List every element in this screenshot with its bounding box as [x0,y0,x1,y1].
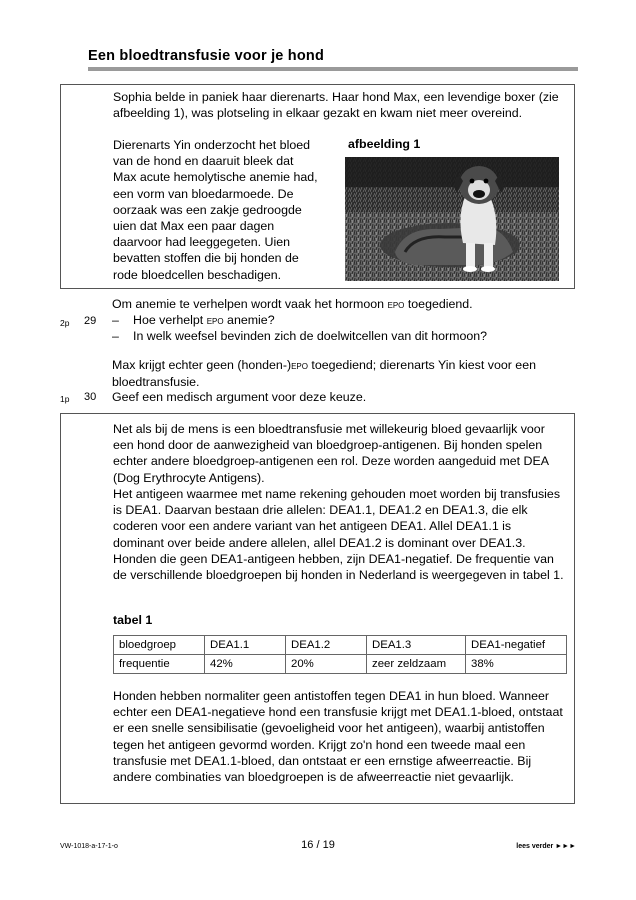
q29-points: 2p [60,318,70,328]
q30-number: 30 [84,391,97,403]
info-paragraph-1: Net als bij de mens is een bloedtransfusie met willekeurig bloed gevaarlijk voor een hond door de aanwezigheid van bloedgroep-antigenen. Bij honden spelen echter andere bloedgroep-antigenen een rol. Deze worden aangeduid met DEA (Dog Erythrocyte Antigens). [113,422,549,485]
q29-item-2: – In welk weefsel bevinden zich de doelwitcellen van dit hormoon? [112,329,488,343]
intro-box [60,84,575,289]
table-cell: 38% [466,655,567,674]
intro-paragraph-2: Dierenarts Yin onderzocht het bloed van de hond en daaruit bleek dat Max acute hemolytische anemie had, een vorm van bloedarmoede. De oorzaak was een zakje gedroogde uien dat Max een paar dagen daarvoor had leeggegeten. Uien bevatten stoffen die bij honden de rode bloedcellen beschadigen. [113,138,318,282]
table-title: tabel 1 [113,613,153,627]
page-title: Een bloedtransfusie voor je hond [88,48,325,64]
exam-code: VW-1018-a-17-1-o [60,843,118,850]
info-paragraph-3: Honden hebben normaliter geen antistoffen tegen DEA1 in hun bloed. Wanneer echter een DEA1-negatieve hond een transfusie krijgt met DEA1.1-bloed, ontstaat er een snelle sensibilisatie (gevoeligheid voor het antigeen), waarbij antistoffen tegen het antigeen gevormd worden. Krijgt zo'n hond een tweede maal een transfusie met DEA1.1-bloed, dan ontstaat er een ernstige afweerreactie. Bij andere combinaties van bloedgroepen is de afweerreactie niet gevaarlijk. [113,689,563,785]
table-cell: zeer zeldzaam [367,655,466,674]
q29-intro: Om anemie te verhelpen wordt vaak het hormoon epo toegediend. [112,297,473,311]
next-page-indicator: lees verder ►►► [516,843,576,850]
q30-question: Geef een medisch argument voor deze keuze. [112,390,367,404]
intro-paragraph-1: Sophia belde in paniek haar dierenarts. Haar hond Max, een levendige boxer (zie afbeelding 1), was plotseling in elkaar gezakt en kwam niet meer overeind. [113,90,559,121]
info-paragraph-2: Het antigeen waarmee met name rekening gehouden moet worden bij transfusies is DEA1. Daarvan bestaan drie allelen: DEA1.1, DEA1.2 en DEA1.3, die elk coderen voor een andere variant van het antigeen DEA1. Allel DEA1.1 is dominant over beide andere allelen, allel DEA1.2 is dominant over DEA1.3. Honden die geen DEA1-antigeen hebben, zijn DEA1-negatief. De frequentie van de verschillende bloedgroepen bij honden in Nederland is weergegeven in tabel 1. [113,487,564,583]
table-cell: DEA1.3 [367,636,466,655]
q30-points: 1p [60,394,70,404]
q29-number: 29 [84,315,97,327]
boxer-dog-photo [345,157,559,281]
table-cell: DEA1-negatief [466,636,567,655]
q30-intro: Max krijgt echter geen (honden-)epo toegediend; dierenarts Yin kiest voor een bloedtransfusie. [112,358,536,390]
table-row [114,655,567,674]
table-cell: frequentie [114,655,205,674]
info-box [60,413,575,804]
table-cell: 20% [286,655,367,674]
image-caption: afbeelding 1 [348,137,421,151]
page-number: 16 / 19 [301,839,335,851]
table-row [114,636,567,655]
table-cell: bloedgroep [114,636,205,655]
q29-item-1: – Hoe verhelpt epo anemie? [112,313,275,327]
table-cell: 42% [205,655,286,674]
title-rule [88,67,578,71]
table-cell: DEA1.2 [286,636,367,655]
table-cell: DEA1.1 [205,636,286,655]
bloodgroup-table [113,635,567,674]
